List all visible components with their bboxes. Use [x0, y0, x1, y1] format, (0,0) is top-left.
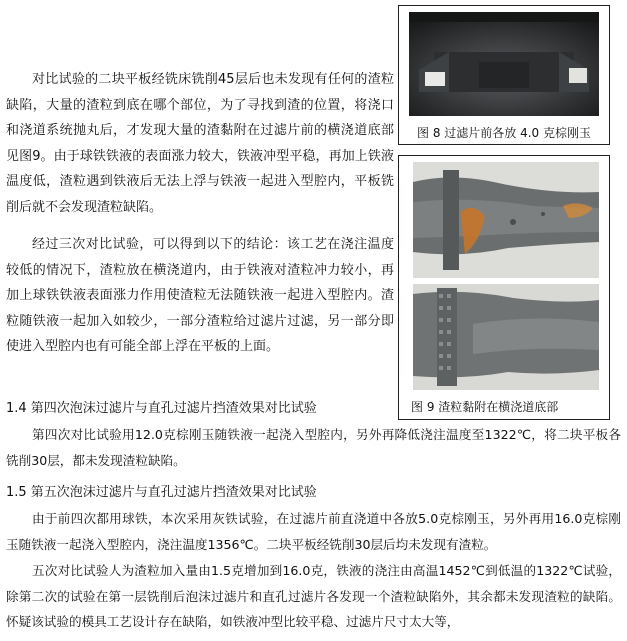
figure-9-photo-top: [413, 162, 599, 278]
filter-plates-image: [409, 12, 599, 116]
figure-9-photo-bottom: [413, 284, 599, 390]
paragraph-3: 第四次对比试验用12.0克棕刚玉随铁液一起浇入型腔内，另外再降低浇注温度至1322℃，将二块平板各铣削30层，都未发现渣粒缺陷。: [6, 427, 621, 468]
paragraph-1: 对比试验的二块平板经铣床铣削45层后也未发现有任何的渣粒缺陷，大量的渣粒到底在哪个部位，为了寻找到渣的位置，将浇口和浇道系统抛丸后，才发现大量的渣黏附在过滤片前的横浇道底部见图9。由于球铁铁液的表面涨力较大，铁液冲型平稳，再加上铁液温度低，渣粒遇到铁液后无法上浮与铁液一起进入型腔内，平板铣削后就不会发现渣粒缺陷。: [6, 72, 394, 215]
section-heading-1-5: 1.5 第五次泡沫过滤片与直孔过滤片挡渣效果对比试验: [6, 485, 317, 500]
runner-top-image: [413, 162, 599, 278]
paragraph-5: 五次对比试验人为渣粒加入量由1.5克增加到16.0克，铁液的浇注由高温1452℃到低温的1322℃试验，除第二次的试验在第一层铣削后泡沫过滤片和直孔过滤片各发现一个渣粒缺陷外，其余都未发现渣粒的缺陷。怀疑该试验的模具工艺设计存在缺陷，如铁液冲型比较平稳、过滤片尺寸太大等，: [6, 563, 621, 630]
paragraph-2: 经过三次对比试验，可以得到以下的结论：该工艺在浇注温度较低的情况下，渣粒放在横浇道内，由于铁液对渣粒冲力较小，再加上球铁铁液表面涨力作用使渣粒无法随铁液一起进入型腔内。渣粒随铁液一起加入如较少，一部分渣粒给过滤片过滤，另一部分即使进入型腔内也有可能全部上浮在平板的上面。: [6, 237, 394, 355]
section-heading-1-4: 1.4 第四次泡沫过滤片与直孔过滤片挡渣效果对比试验: [6, 401, 317, 416]
figure-9: [398, 155, 610, 420]
figure-8-photo: [409, 12, 599, 116]
runner-bottom-image: [413, 284, 599, 390]
figure-9-caption: 图 9 渣粒黏附在横浇道底部: [411, 400, 559, 414]
figure-8-caption: 图 8 过滤片前各放 4.0 克棕刚玉: [417, 126, 591, 140]
figure-8: [398, 5, 610, 145]
paragraph-4: 由于前四次都用球铁，本次采用灰铁试验，在过滤片前直浇道中各放5.0克棕刚玉，另外再用16.0克棕刚玉随铁液一起浇入型腔内，浇注温度1356℃。二块平板经铣削30层后均未发现有渣粒。: [6, 511, 621, 552]
